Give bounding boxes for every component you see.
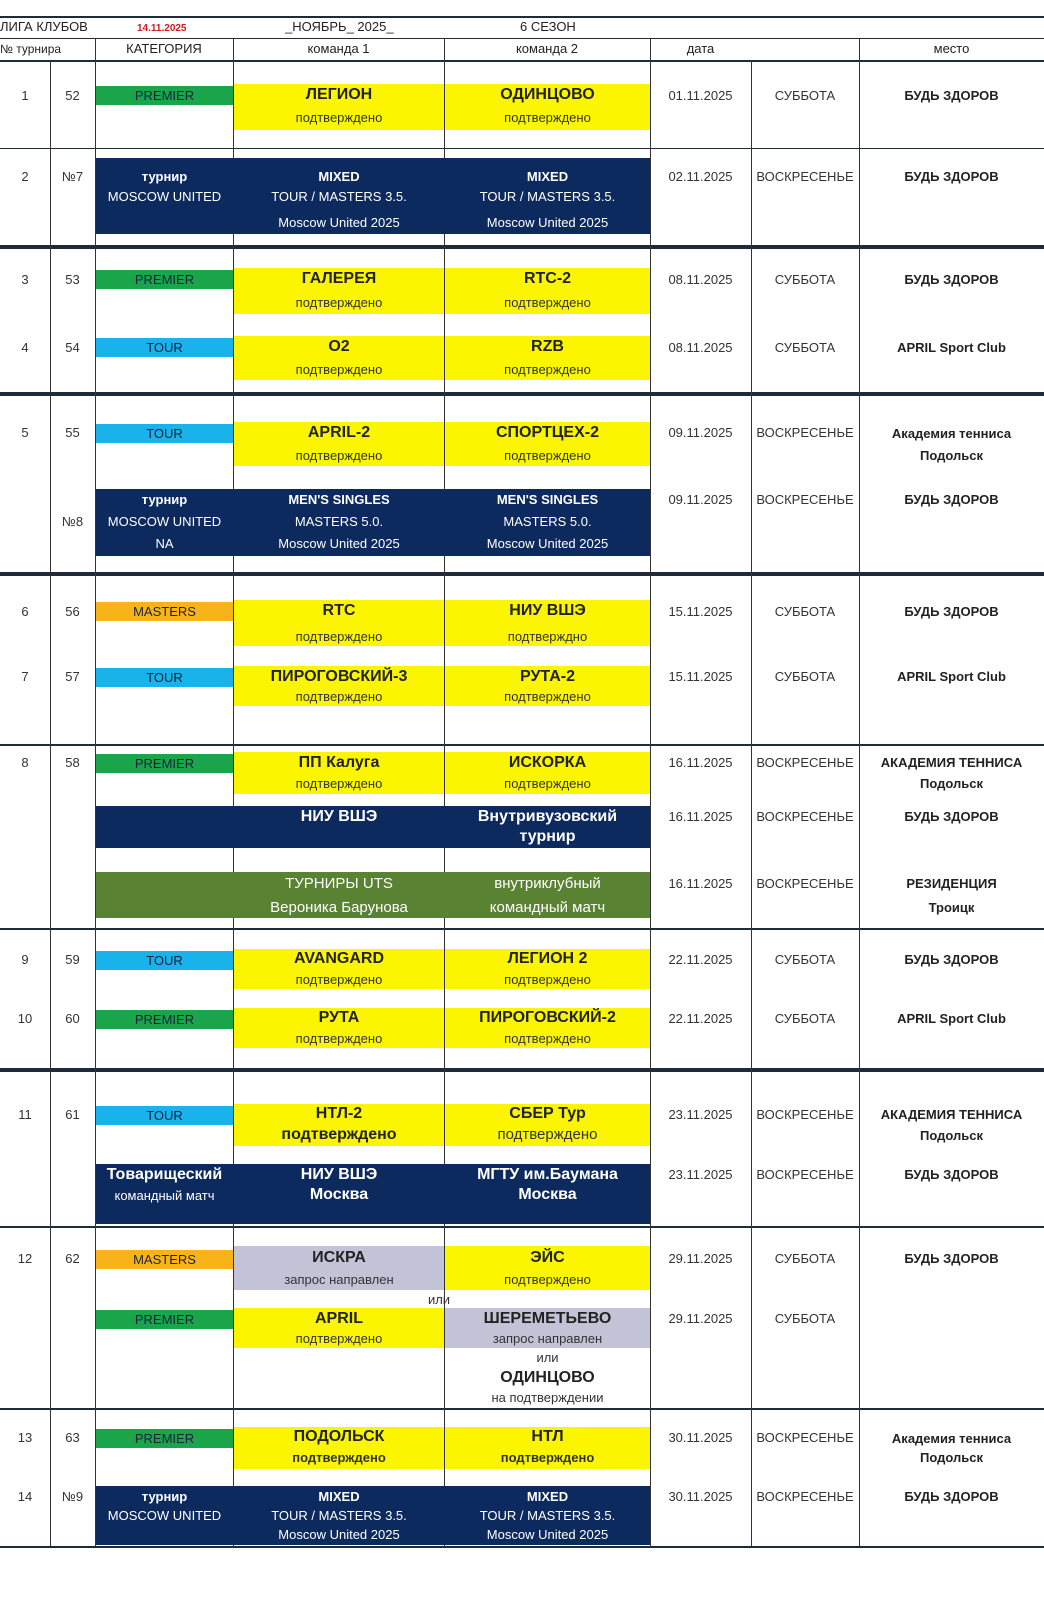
category-label: турнир bbox=[141, 1489, 188, 1504]
match-day: СУББОТА bbox=[774, 952, 836, 967]
match-place: Академия тенниса bbox=[891, 426, 1012, 441]
team1-status: подтверждено bbox=[295, 776, 383, 791]
team2-status: подтверждно bbox=[507, 629, 588, 644]
match-date: 29.11.2025 bbox=[668, 1251, 733, 1266]
team1-name: ПП Калуга bbox=[298, 754, 380, 771]
team2-event: Moscow United 2025 bbox=[486, 215, 609, 230]
alternative-or-label: или bbox=[427, 1292, 451, 1307]
match-place-city: Подольск bbox=[920, 1128, 983, 1143]
row-number: 6 bbox=[21, 604, 29, 619]
match-place: БУДЬ ЗДОРОВ bbox=[904, 272, 999, 287]
tournament-number: №8 bbox=[61, 514, 84, 529]
match-date: 16.11.2025 bbox=[668, 876, 733, 891]
team1-level: MASTERS 5.0. bbox=[294, 514, 384, 529]
team1-name: MIXED bbox=[318, 169, 360, 184]
match-date: 09.11.2025 bbox=[668, 425, 733, 440]
team1-name: RTC bbox=[322, 602, 356, 619]
match-day: ВОСКРЕСЕНЬЕ bbox=[756, 755, 854, 770]
category-label: турнир bbox=[141, 169, 188, 184]
category-badge: PREMIER bbox=[96, 86, 233, 105]
match-day: ВОСКРЕСЕНЬЕ bbox=[756, 809, 854, 824]
row-divider bbox=[0, 1408, 1044, 1410]
match-place: БУДЬ ЗДОРОВ bbox=[904, 492, 999, 507]
match-date: 22.11.2025 bbox=[668, 952, 733, 967]
match-date: 01.11.2025 bbox=[668, 88, 733, 103]
team2-name: РУТА-2 bbox=[520, 668, 575, 685]
match-date: 02.11.2025 bbox=[668, 169, 733, 184]
team2-level: MASTERS 5.0. bbox=[503, 514, 592, 529]
alternative-or-label: или bbox=[536, 1350, 559, 1365]
match-day: СУББОТА bbox=[774, 604, 836, 619]
category-badge: PREMIER bbox=[96, 270, 233, 289]
tournament-number: 59 bbox=[65, 952, 80, 967]
team2-name: ИСКОРКА bbox=[508, 754, 587, 771]
team2-level: TOUR / MASTERS 3.5. bbox=[479, 1508, 616, 1523]
team2-name: ЛЕГИОН 2 bbox=[507, 950, 588, 967]
tournament-number: 63 bbox=[65, 1430, 80, 1445]
bottom-border bbox=[0, 1546, 1044, 1548]
team1-status: подтверждено bbox=[295, 1031, 383, 1046]
header-divider bbox=[0, 38, 1044, 39]
match-day: СУББОТА bbox=[774, 1011, 836, 1026]
team1-name: AVANGARD bbox=[293, 950, 385, 967]
category-sublabel: командный матч bbox=[114, 1188, 215, 1203]
tournament-number: 53 bbox=[65, 272, 80, 287]
row-number: 11 bbox=[18, 1107, 32, 1122]
category-sublabel: MOSCOW UNITED bbox=[107, 1508, 222, 1523]
tournament-number: 60 bbox=[65, 1011, 80, 1026]
match-date: 08.11.2025 bbox=[668, 340, 733, 355]
team2-status: подтверждено bbox=[504, 110, 591, 125]
category-badge: TOUR bbox=[96, 668, 233, 687]
team2-name: СБЕР Тур bbox=[509, 1105, 586, 1122]
team2-name: MEN'S SINGLES bbox=[496, 492, 599, 507]
row-number: 8 bbox=[21, 755, 29, 770]
team1-status: подтверждено bbox=[295, 362, 383, 377]
match-place: БУДЬ ЗДОРОВ bbox=[904, 952, 999, 967]
match-place-city: Подольск bbox=[920, 1450, 983, 1465]
team2-city: Москва bbox=[518, 1186, 577, 1203]
team1-name: ТУРНИРЫ UTS bbox=[285, 875, 393, 892]
category-badge: MASTERS bbox=[96, 1250, 233, 1269]
match-day: СУББОТА bbox=[774, 669, 836, 684]
tournament-number: №7 bbox=[61, 169, 84, 184]
row-number: 10 bbox=[17, 1011, 33, 1026]
tournament-number: 61 bbox=[65, 1107, 80, 1122]
match-day: ВОСКРЕСЕНЬЕ bbox=[756, 1489, 854, 1504]
col-header-place: место bbox=[933, 41, 970, 56]
row-number: 9 bbox=[21, 952, 29, 967]
category-sublabel: MOSCOW UNITED bbox=[107, 189, 222, 204]
col-header-team1: команда 1 bbox=[307, 41, 370, 56]
team1-city: Москва bbox=[309, 1186, 369, 1203]
match-day: ВОСКРЕСЕНЬЕ bbox=[756, 169, 854, 184]
team2-level: TOUR / MASTERS 3.5. bbox=[479, 189, 616, 204]
tournament-number: 56 bbox=[65, 604, 80, 619]
col-header-team2: команда 2 bbox=[515, 41, 579, 56]
team1-level: TOUR / MASTERS 3.5. bbox=[271, 1508, 407, 1523]
team1-organizer: Вероника Барунова bbox=[270, 899, 408, 916]
team2-event: Moscow United 2025 bbox=[486, 536, 609, 551]
team1-name: APRIL bbox=[315, 1310, 363, 1327]
category-badge: TOUR bbox=[96, 951, 233, 970]
col-header-tournament-no: № турнира bbox=[0, 42, 62, 56]
match-day: ВОСКРЕСЕНЬЕ bbox=[756, 1430, 854, 1445]
match-date: 30.11.2025 bbox=[668, 1430, 733, 1445]
month-label: _НОЯБРЬ_ 2025_ bbox=[285, 19, 394, 34]
team3-status: на подтверждении bbox=[491, 1390, 604, 1405]
team1-event: Moscow United 2025 bbox=[278, 1527, 400, 1542]
row-number: 14 bbox=[17, 1489, 33, 1504]
team2-name: Внутривузовский bbox=[477, 808, 618, 825]
tournament-number: 62 bbox=[65, 1251, 80, 1266]
team2-name: RTC-2 bbox=[523, 270, 572, 287]
team2-name: RZB bbox=[531, 338, 564, 355]
team1-name: ЛЕГИОН bbox=[305, 86, 373, 103]
team1-name: ИСКРА bbox=[312, 1249, 366, 1266]
team1-status: подтверждено bbox=[292, 1450, 386, 1465]
team1-level: TOUR / MASTERS 3.5. bbox=[271, 189, 407, 204]
team2-status: подтверждено bbox=[497, 1126, 598, 1143]
match-place: БУДЬ ЗДОРОВ bbox=[904, 1167, 999, 1182]
match-date: 08.11.2025 bbox=[668, 272, 733, 287]
row-divider bbox=[0, 1068, 1044, 1072]
team2-subname: турнир bbox=[519, 828, 576, 845]
team2-name: ПИРОГОВСКИЙ-2 bbox=[479, 1009, 616, 1026]
category-badge: TOUR bbox=[96, 1106, 233, 1125]
match-place: АКАДЕМИЯ ТЕННИСА bbox=[880, 1107, 1023, 1122]
row-number: 7 bbox=[21, 669, 29, 684]
team2-name: НТЛ bbox=[531, 1428, 564, 1445]
tournament-number: 57 bbox=[65, 669, 80, 684]
team1-status: подтверждено bbox=[295, 689, 383, 704]
header-bottom-border bbox=[0, 60, 1044, 62]
col-header-category: КАТЕГОРИЯ bbox=[126, 41, 202, 56]
match-place-city: Подольск bbox=[920, 776, 983, 791]
team2-status: подтверждено bbox=[504, 1272, 591, 1287]
match-day: СУББОТА bbox=[774, 340, 836, 355]
match-place: APRIL Sport Club bbox=[897, 340, 1006, 355]
row-number: 13 bbox=[17, 1430, 33, 1445]
category-label: Товарищеский bbox=[106, 1166, 223, 1183]
match-place-city: Подольск bbox=[920, 448, 983, 463]
tournament-number: 55 bbox=[65, 425, 80, 440]
team2-name: МГТУ им.Баумана bbox=[477, 1166, 618, 1183]
match-place: БУДЬ ЗДОРОВ bbox=[904, 809, 999, 824]
team2-name: внутриклубный bbox=[494, 875, 601, 892]
match-day: ВОСКРЕСЕНЬЕ bbox=[756, 1167, 854, 1182]
row-number: 12 bbox=[17, 1251, 33, 1266]
match-place: БУДЬ ЗДОРОВ bbox=[904, 88, 999, 103]
match-day: ВОСКРЕСЕНЬЕ bbox=[756, 1107, 854, 1122]
tournament-number: 52 bbox=[65, 88, 80, 103]
match-day: СУББОТА bbox=[774, 1251, 836, 1266]
category-badge: TOUR bbox=[96, 424, 233, 443]
match-place-city: Троицк bbox=[928, 900, 975, 915]
match-date: 29.11.2025 bbox=[668, 1311, 733, 1326]
team2-name: MIXED bbox=[526, 169, 569, 184]
team2-name: НИУ ВШЭ bbox=[509, 602, 586, 619]
row-divider bbox=[0, 392, 1044, 396]
team1-status: подтверждено bbox=[295, 295, 383, 310]
match-day: СУББОТА bbox=[774, 88, 836, 103]
team2-status: подтверждено bbox=[504, 448, 591, 463]
match-date: 15.11.2025 bbox=[668, 604, 733, 619]
category-badge: PREMIER bbox=[96, 754, 233, 773]
team2-name: СПОРТЦЕХ-2 bbox=[496, 424, 599, 441]
match-date: 23.11.2025 bbox=[668, 1167, 733, 1182]
team2-name: ОДИНЦОВО bbox=[500, 86, 595, 103]
match-day: ВОСКРЕСЕНЬЕ bbox=[756, 492, 854, 507]
row-number: 2 bbox=[21, 169, 29, 184]
row-divider bbox=[0, 744, 1044, 746]
row-number: 1 bbox=[21, 88, 29, 103]
team3-name: ОДИНЦОВО bbox=[500, 1369, 595, 1386]
team2-status: подтверждено bbox=[504, 1031, 591, 1046]
match-date: 23.11.2025 bbox=[668, 1107, 733, 1122]
category-badge: PREMIER bbox=[96, 1429, 233, 1448]
match-date: 09.11.2025 bbox=[668, 492, 733, 507]
match-day: ВОСКРЕСЕНЬЕ bbox=[756, 876, 854, 891]
category-badge: MASTERS bbox=[96, 602, 233, 621]
team2-status: запрос направлен bbox=[492, 1331, 603, 1346]
match-place: БУДЬ ЗДОРОВ bbox=[904, 1489, 999, 1504]
team2-status: подтверждено bbox=[504, 776, 591, 791]
team1-status: подтверждено bbox=[295, 1331, 383, 1346]
match-date: 30.11.2025 bbox=[668, 1489, 733, 1504]
row-number: 5 bbox=[21, 425, 29, 440]
match-place: БУДЬ ЗДОРОВ bbox=[904, 1251, 999, 1266]
team1-event: Moscow United 2025 bbox=[278, 536, 400, 551]
team1-name: НИУ ВШЭ bbox=[300, 1166, 378, 1183]
match-date: 16.11.2025 bbox=[668, 755, 733, 770]
team1-event: Moscow United 2025 bbox=[278, 215, 400, 230]
match-place: БУДЬ ЗДОРОВ bbox=[904, 169, 999, 184]
team2-status: подтверждено bbox=[504, 972, 591, 987]
team1-status: подтверждено bbox=[295, 448, 383, 463]
row-number: 3 bbox=[21, 272, 29, 287]
team2-status: подтверждено bbox=[504, 689, 591, 704]
team1-status: подтверждено bbox=[281, 1126, 397, 1143]
report-date: 14.11.2025 bbox=[137, 23, 187, 34]
row-divider bbox=[0, 1226, 1044, 1228]
match-place: АКАДЕМИЯ ТЕННИСА bbox=[880, 755, 1023, 770]
match-place: Академия тенниса bbox=[891, 1431, 1012, 1446]
team1-name: O2 bbox=[328, 338, 350, 355]
category-badge: PREMIER bbox=[96, 1010, 233, 1029]
category-label: турнир bbox=[141, 492, 188, 507]
row-divider bbox=[0, 572, 1044, 576]
team1-name: MIXED bbox=[318, 1489, 360, 1504]
season-label: 6 СЕЗОН bbox=[520, 19, 576, 34]
team1-status: подтверждено bbox=[295, 972, 383, 987]
row-divider bbox=[0, 245, 1044, 249]
tournament-number: №9 bbox=[61, 1489, 84, 1504]
category-badge: PREMIER bbox=[96, 1310, 233, 1329]
league-title: ЛИГА КЛУБОВ bbox=[0, 19, 88, 34]
match-date: 16.11.2025 bbox=[668, 809, 733, 824]
team1-name: ПОДОЛЬСК bbox=[293, 1428, 385, 1445]
team2-name: ШЕРЕМЕТЬЕВО bbox=[483, 1310, 612, 1327]
row-divider bbox=[0, 148, 1044, 149]
match-place: APRIL Sport Club bbox=[897, 669, 1006, 684]
tournament-number: 58 bbox=[65, 755, 80, 770]
team2-status: подтверждено bbox=[504, 295, 591, 310]
match-day: СУББОТА bbox=[774, 1311, 836, 1326]
team2-subname: командный матч bbox=[489, 899, 606, 916]
team2-status: подтверждено bbox=[500, 1450, 595, 1465]
team1-name: НИУ ВШЭ bbox=[300, 808, 378, 825]
team1-status: подтверждено bbox=[295, 110, 383, 125]
row-number: 4 bbox=[21, 340, 29, 355]
top-border bbox=[0, 16, 1044, 18]
category-sublabel: MOSCOW UNITED bbox=[107, 514, 222, 529]
match-place: БУДЬ ЗДОРОВ bbox=[904, 604, 999, 619]
match-day: СУББОТА bbox=[774, 272, 836, 287]
tournament-number: 54 bbox=[65, 340, 80, 355]
match-day: ВОСКРЕСЕНЬЕ bbox=[756, 425, 854, 440]
team2-name: MIXED bbox=[526, 1489, 569, 1504]
match-date: 15.11.2025 bbox=[668, 669, 733, 684]
category-note: NA bbox=[155, 536, 174, 551]
col-header-date: дата bbox=[686, 41, 715, 56]
match-place: РЕЗИДЕНЦИЯ bbox=[906, 876, 997, 891]
team2-name: ЭЙС bbox=[530, 1249, 565, 1266]
team1-name: APRIL-2 bbox=[307, 424, 371, 441]
team1-name: ПИРОГОВСКИЙ-3 bbox=[270, 668, 408, 685]
team1-status: подтверждено bbox=[295, 629, 383, 644]
team1-name: MEN'S SINGLES bbox=[288, 492, 390, 507]
row-divider bbox=[0, 928, 1044, 930]
team1-name: РУТА bbox=[318, 1009, 360, 1026]
team1-name: НТЛ-2 bbox=[315, 1105, 363, 1122]
team2-event: Moscow United 2025 bbox=[486, 1527, 609, 1542]
category-badge: TOUR bbox=[96, 338, 233, 357]
team1-name: ГАЛЕРЕЯ bbox=[301, 270, 377, 287]
team1-status: запрос направлен bbox=[284, 1272, 394, 1287]
match-date: 22.11.2025 bbox=[668, 1011, 733, 1026]
match-place: APRIL Sport Club bbox=[897, 1011, 1006, 1026]
team2-status: подтверждено bbox=[504, 362, 591, 377]
